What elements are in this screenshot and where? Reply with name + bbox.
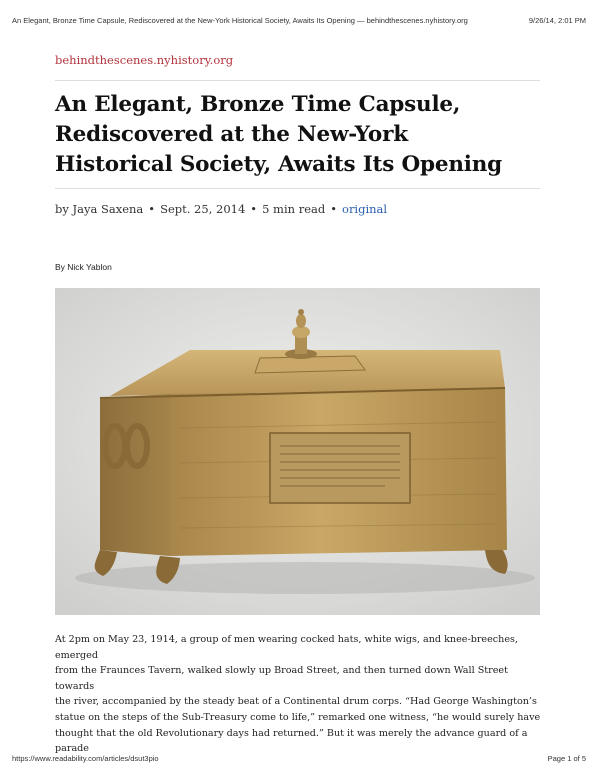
body-line: thought that the old Revolutionary days had returned.” But it was merely the advance guard of a parade xyxy=(55,727,528,755)
print-header xyxy=(12,16,586,25)
print-footer-url: https://www.readability.com/articles/dsut3pio xyxy=(12,754,159,763)
byline-date: Sept. 25, 2014 xyxy=(160,202,246,216)
print-header-title: An Elegant, Bronze Time Capsule, Rediscovered at the New-York Historical Society, Awaits Its Opening — behindthescenes.nyhistory.org xyxy=(12,16,468,25)
byline xyxy=(55,202,387,216)
body-line: the river, accompanied by the steady beat of a Continental drum corps. “Had George Washington’s xyxy=(55,696,537,708)
body-line: statue on the steps of the Sub-Treasury come to life,” remarked one witness, “he would surely have xyxy=(55,711,541,723)
title-line-1: An Elegant, Bronze Time Capsule, xyxy=(55,92,461,117)
body-line: from the Fraunces Tavern, walked slowly up Broad Street, and then turned down Wall Street towards xyxy=(55,665,508,692)
article-title xyxy=(55,90,545,180)
title-line-2: Rediscovered at the New-York xyxy=(55,122,408,147)
divider-top xyxy=(55,80,540,81)
byline-separator: • xyxy=(250,202,258,216)
original-link[interactable]: original xyxy=(342,202,388,216)
title-line-3: Historical Society, Awaits Its Opening xyxy=(55,152,502,177)
print-footer-page: Page 1 of 5 xyxy=(547,754,586,763)
article-photo xyxy=(55,288,540,615)
article-body xyxy=(55,632,543,757)
site-link[interactable]: behindthescenes.nyhistory.org xyxy=(55,53,234,67)
print-header-datetime: 9/26/14, 2:01 PM xyxy=(528,16,586,25)
byline-read-time: 5 min read xyxy=(262,202,326,216)
byline-separator: • xyxy=(330,202,338,216)
byline-separator: • xyxy=(148,202,156,216)
divider-bottom xyxy=(55,188,540,189)
author-credit: By Nick Yablon xyxy=(55,262,112,272)
print-footer xyxy=(12,754,586,763)
time-capsule-image xyxy=(55,288,540,615)
byline-author: by Jaya Saxena xyxy=(55,202,144,216)
body-line: At 2pm on May 23, 1914, a group of men wearing cocked hats, white wigs, and knee-breeches, emerged xyxy=(55,634,518,661)
